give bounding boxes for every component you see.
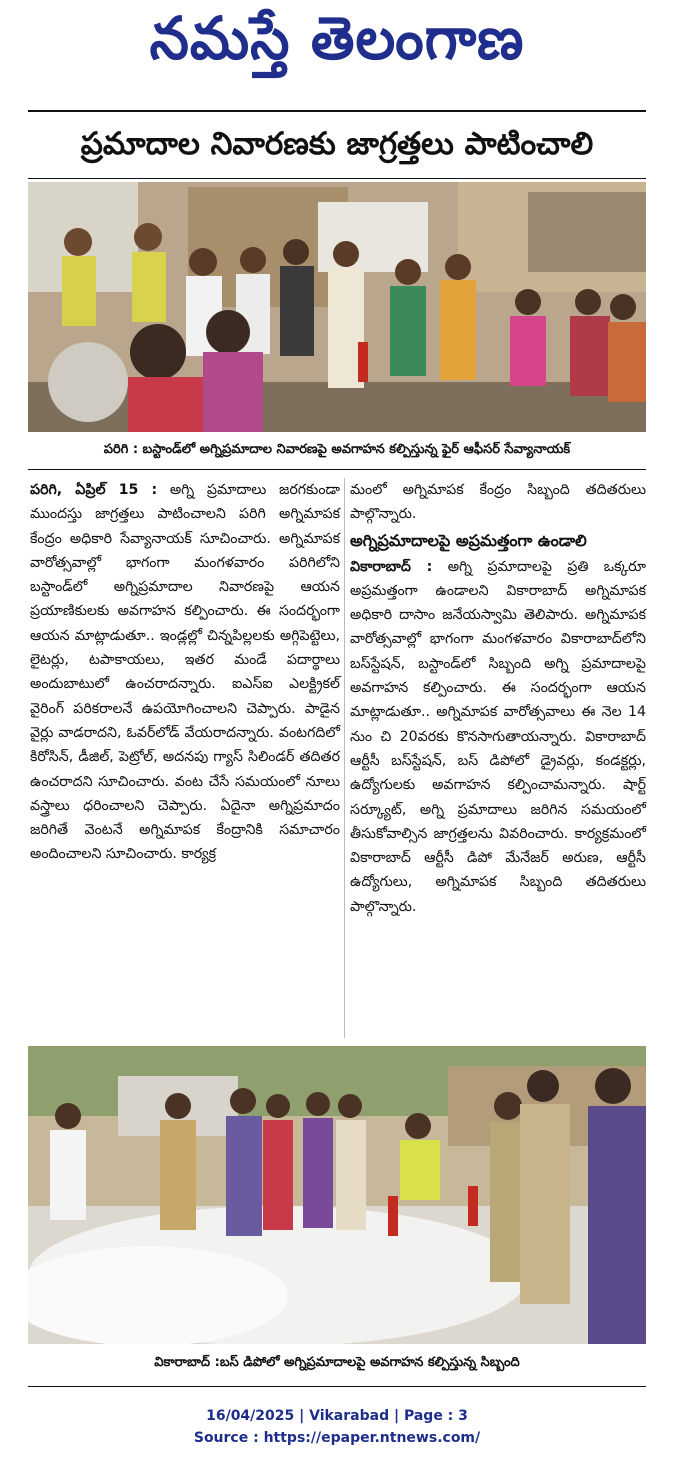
right-body-continuation: మంలో అగ్నిమాపక కేంద్రం సిబ్బంది తదితరులు పాల్గొన్నారు. [350, 482, 646, 523]
headline-divider [28, 178, 646, 179]
column-divider [344, 478, 345, 1038]
bus-depot-demonstration-photo [28, 1046, 646, 1344]
article-left-column [30, 478, 340, 867]
source-link[interactable]: Source : https://epaper.ntnews.com/ [193, 1430, 481, 1446]
right-body-text: అగ్ని ప్రమాదాలపై ప్రతి ఒక్కరూ అప్రమత్తంగా ఉండాలని వికారాబాద్ అగ్నిమాపక అధికారి దాసాం జనేయస్వామి తెలిపారు. అగ్నిమాపక వారోత్సవాల్లో భాగంగా మంగళవారం వికారాబాద్‌లోని బస్‌స్టేషన్, బస్టాండ్‌లో సిబ్బంది అగ్ని ప్రమాదాలపై అవగాహన కల్పించారు. ఈ సందర్భంగా ఆయన మాట్లాడుతూ.. అగ్నిమాపక వారోత్సవాలు ఈ నెల 14 నుం చి 20వరకు కొనసాగుతాయన్నారు. వికారాబాద్ ఆర్టీసీ బస్‌స్టేషన్, బస్ డిపోలో డ్రైవర్లు, కండక్టర్లు, ఉద్యోగులకు అవగాహన కల్పించామన్నారు. షార్ట్ సర్క్యూట్, అగ్ని ప్రమాదాలు జరిగిన సమయంలో తీసుకోవాల్సిన జాగ్రత్తలను వివరించారు. కార్యక్రమంలో వికారాబాద్ ఆర్టీసీ డిపో మేనేజర్ అరుణ, ఆర్టీసీ ఉద్యోగులు, అగ్నిమాపక సిబ్బంది తదితరులు పాల్గొన్నారు. [350, 558, 646, 915]
left-dateline: పరిగి, ఏప్రిల్ 15 : [30, 482, 158, 498]
article-subhead: అగ్నిప్రమాదాలపై అప్రమత్తంగా ఉండాలి [350, 530, 587, 550]
bus-stand-awareness-photo [28, 182, 646, 432]
article-right-column [350, 478, 646, 919]
left-body-text: అగ్ని ప్రమాదాలు జరగకుండా ముందస్తు జాగ్రత్తలు పాటించాలని పరిగి అగ్నిమాపక కేంద్రం అధికారి సేవ్యానాయక్ సూచించారు. అగ్నిమాపక వారోత్సవాల్లో భాగంగా మంగళవారం పరిగిలోని బస్టాండ్‌లో అగ్నిప్రమాదాల నివారణపై ఆయన ప్రయాణికులకు అవగాహన కల్పించారు. ఈ సందర్భంగా ఆయన మాట్లాడుతూ.. ఇండ్లల్లో చిన్నపిల్లలకు అగ్గిపెట్టెలు, లైటర్లు, టపాకాయలు, ఇతర మండే పదార్థాలు అందుబాటులో ఉంచరాదన్నారు. ఐఎస్ఐ ఎలక్ట్రికల్ వైరింగ్ పరికరాలనే ఉపయోగించాలని చెప్పారు. పాడైన వైర్లు వాడరాదని, ఓవర్‌లోడ్ వేయరాదన్నారు. వంటగదిలో కిరోసిన్, డీజిల్, పెట్రోల్, అదనపు గ్యాస్ సిలిండర్ తదితర ఉంచరాదని సూచించారు. వంట చేసే సమయంలో నూలు వస్త్రాలు ధరించాలని చెప్పారు. ఏదైనా అగ్నిప్రమాదం జరిగితే వెంటనే అగ్నిమాపక కేంద్రానికి సమాచారం అందించాలని సూచించారు. కార్యక్ర [30, 482, 340, 863]
newspaper-title: నమస్తే తెలంగాణ [149, 4, 525, 73]
masthead [0, 0, 674, 92]
photo2-caption: వికారాబాద్ :బస్ డిపోలో అగ్నిప్రమాదాలపై అవగాహన కల్పిస్తున్న సిబ్బంది [154, 1355, 520, 1370]
photo1-caption: పరిగి : బస్టాండ్‌లో అగ్నిప్రమాదాల నివారణపై అవగాహన కల్పిస్తున్న ఫైర్ ఆఫీసర్ సేవ్యానాయక్ [103, 442, 571, 457]
article-headline: ప్రమాదాల నివారణకు జాగ్రత్తలు పాటించాలి [80, 125, 594, 162]
bottom-divider [28, 1386, 646, 1387]
caption-divider [28, 469, 646, 470]
right-dateline: వికారాబాద్ : [350, 558, 433, 575]
edition-info: 16/04/2025 | Vikarabad | Page : 3 [206, 1408, 468, 1424]
top-divider [28, 110, 646, 112]
